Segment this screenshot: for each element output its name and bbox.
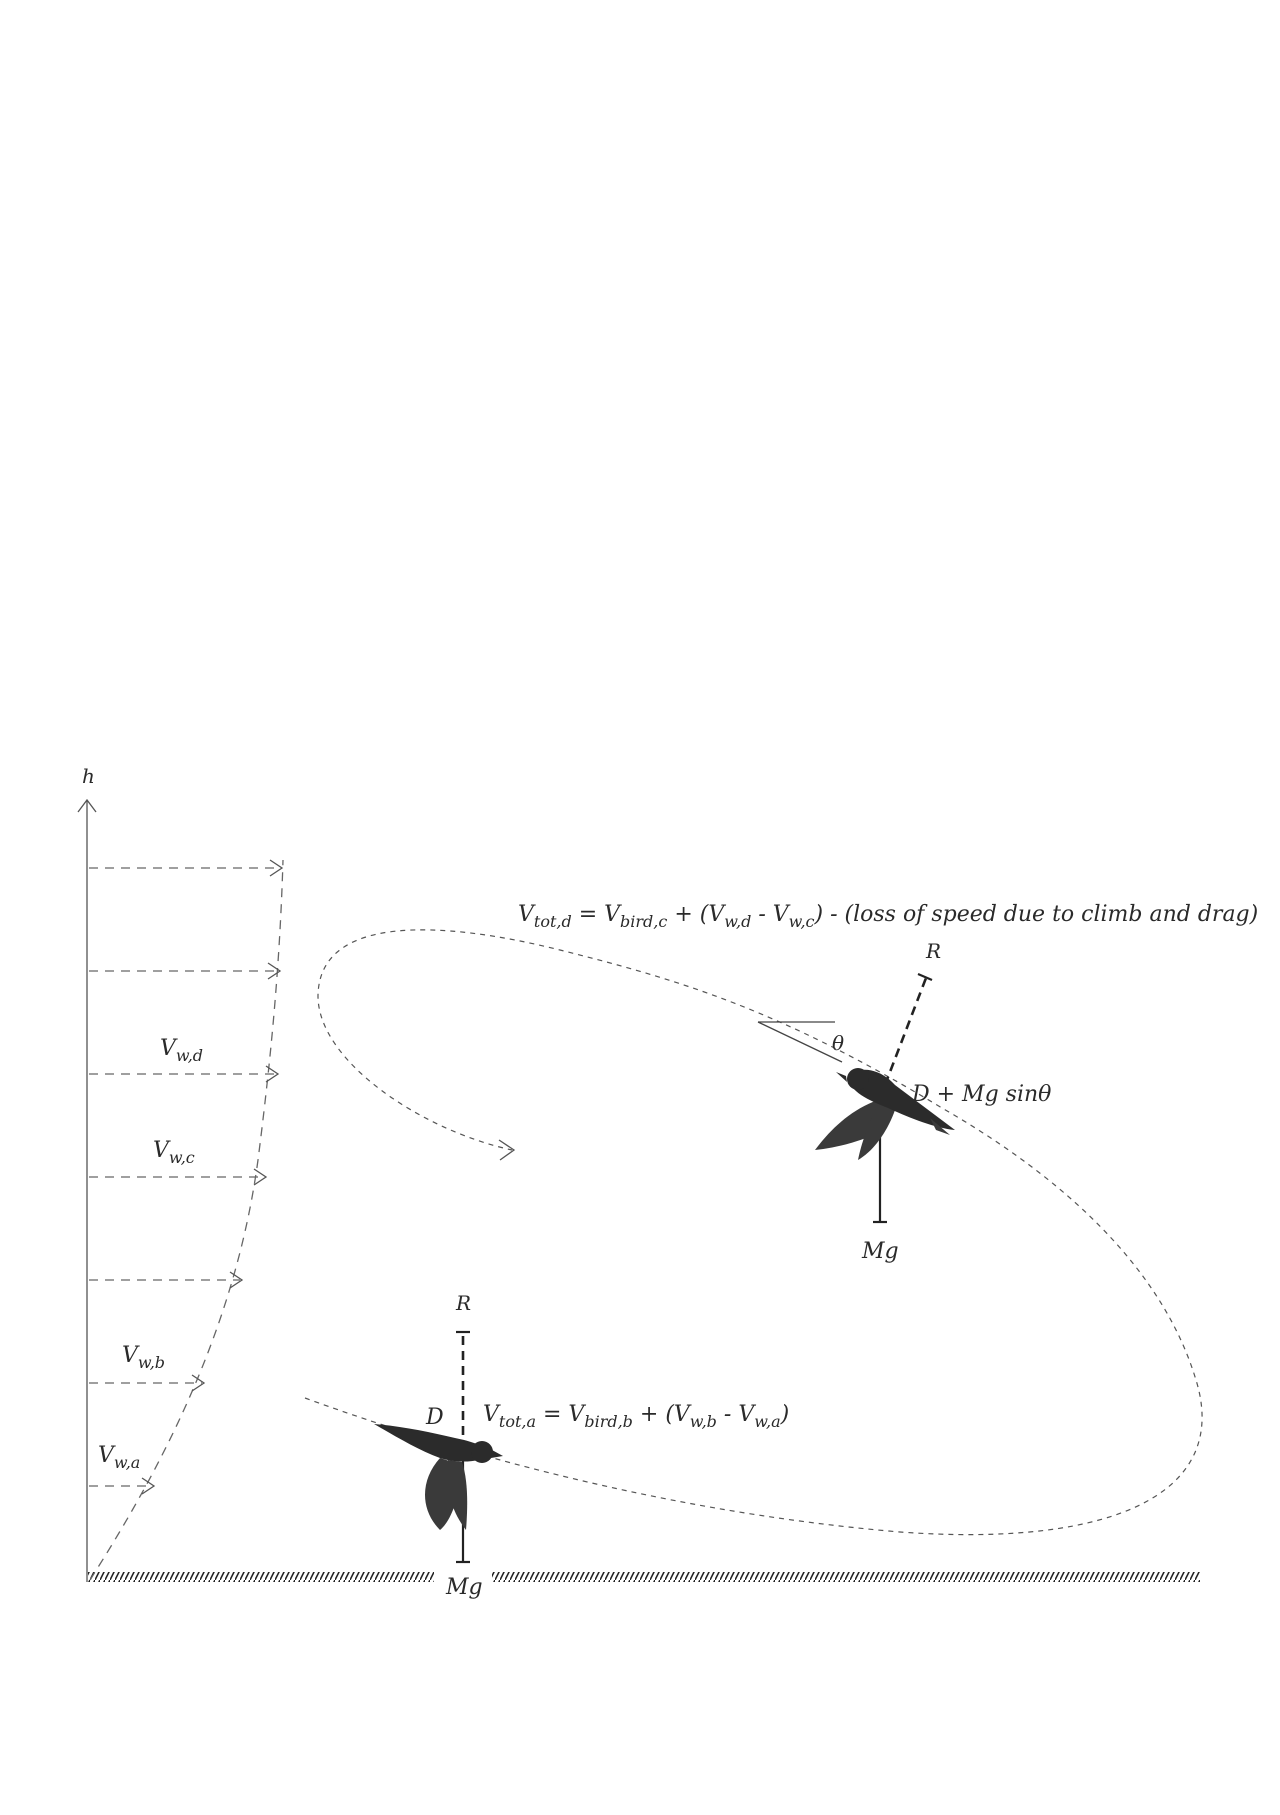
upper-drag-label: D + Mg sinθ — [912, 1082, 1052, 1107]
height-axis-label: h — [82, 764, 95, 788]
wind-arrows — [89, 860, 282, 1494]
lower-drag-label: D — [426, 1405, 444, 1430]
upper-lift-vector — [885, 978, 926, 1085]
wind-label-b: Vw,b — [122, 1343, 166, 1372]
lower-bird — [374, 1424, 503, 1530]
wind-arrow — [89, 860, 282, 876]
lower-weight-label: Mg — [446, 1575, 483, 1600]
upper-lift-label: R — [926, 939, 942, 963]
wind-label-d: Vw,d — [160, 1036, 204, 1065]
upper-bird-group — [758, 939, 1051, 1264]
lower-lift-label: R — [456, 1291, 472, 1315]
ground-hatch-right — [492, 1572, 1200, 1582]
wind-arrow — [89, 1272, 242, 1288]
ground-hatch-left — [88, 1572, 434, 1582]
top-equation: Vtot,d = Vbird,c + (Vw,d - Vw,c) - (loss of speed due to climb and drag) — [518, 902, 1259, 931]
bottom-equation: Vtot,a = Vbird,b + (Vw,b - Vw,a) — [483, 1402, 790, 1431]
wind-arrow — [89, 1169, 266, 1185]
wind-label-c: Vw,c — [153, 1138, 195, 1167]
ground — [88, 1572, 1200, 1582]
wind-profile-curve — [90, 860, 283, 1580]
wind-arrow — [89, 1478, 154, 1494]
upper-weight-label: Mg — [862, 1239, 899, 1264]
wind-arrow — [89, 1375, 204, 1391]
lower-bird-group — [374, 1291, 503, 1600]
angle-label: θ — [832, 1031, 845, 1055]
wind-labels — [98, 1036, 203, 1472]
wind-arrow — [89, 963, 280, 979]
angle-path-line — [758, 1022, 845, 1062]
wind-label-a: Vw,a — [98, 1443, 141, 1472]
height-axis — [78, 764, 96, 1582]
wind-arrow — [89, 1066, 278, 1082]
